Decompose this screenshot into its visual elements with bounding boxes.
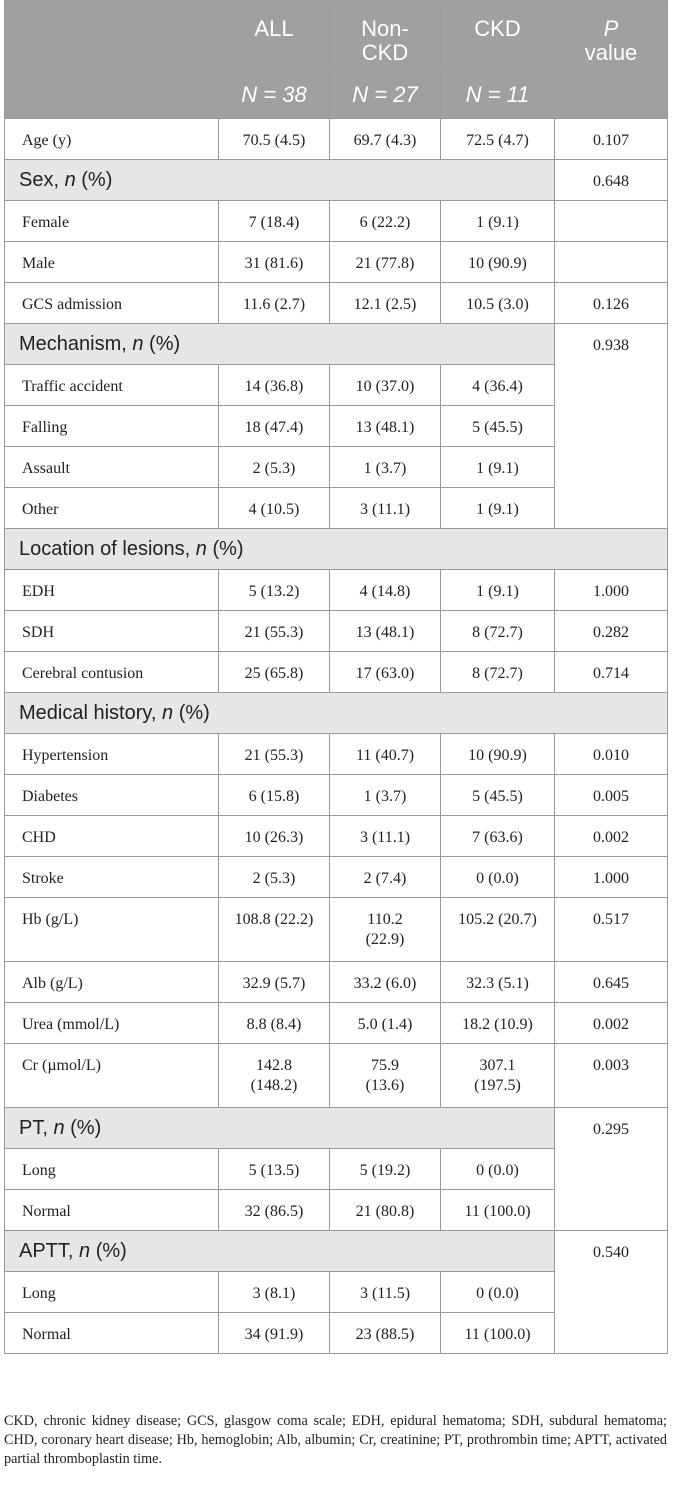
cell-ckd: 307.1 (197.5) [441, 1044, 555, 1108]
table-row [5, 119, 668, 160]
row-label: Other [5, 488, 219, 529]
section-title: Medical history, n (%) [5, 693, 668, 734]
section-title: APTT, n (%) [5, 1231, 555, 1272]
section-row [5, 693, 668, 734]
cell-p-value: 1.000 [555, 570, 668, 611]
cell-p-value: 1.000 [555, 857, 668, 898]
header-all: ALL [219, 1, 330, 71]
cell-ckd: 1 (9.1) [441, 201, 555, 242]
table-row [5, 570, 668, 611]
cell-all: 14 (36.8) [219, 365, 330, 406]
cell-ckd: 0 (0.0) [441, 857, 555, 898]
cell-non-ckd: 6 (22.2) [330, 201, 441, 242]
row-label: Long [5, 1272, 219, 1313]
table-row [5, 652, 668, 693]
cell-non-ckd: 13 (48.1) [330, 406, 441, 447]
row-label: Traffic accident [5, 365, 219, 406]
header-row [5, 1, 668, 71]
cell-all: 6 (15.8) [219, 775, 330, 816]
cell-non-ckd: 17 (63.0) [330, 652, 441, 693]
cell-ckd: 10 (90.9) [441, 242, 555, 283]
cell-ckd: 105.2 (20.7) [441, 898, 555, 962]
section-row [5, 160, 668, 201]
cell-p-value: 0.107 [555, 119, 668, 160]
cell-ckd: 11 (100.0) [441, 1313, 555, 1354]
table-row [5, 611, 668, 652]
cell-all: 32 (86.5) [219, 1190, 330, 1231]
cell-p-value: 0.010 [555, 734, 668, 775]
section-row [5, 324, 668, 365]
table-row [5, 734, 668, 775]
header-ckd: CKD [441, 1, 555, 71]
cell-ckd: 18.2 (10.9) [441, 1003, 555, 1044]
cell-non-ckd: 75.9 (13.6) [330, 1044, 441, 1108]
table-row [5, 242, 668, 283]
cell-p-value: 0.714 [555, 652, 668, 693]
section-row [5, 529, 668, 570]
cell-all: 7 (18.4) [219, 201, 330, 242]
row-label: Diabetes [5, 775, 219, 816]
table-row [5, 283, 668, 324]
cell-non-ckd: 5.0 (1.4) [330, 1003, 441, 1044]
cell-all: 11.6 (2.7) [219, 283, 330, 324]
cell-ckd: 32.3 (5.1) [441, 962, 555, 1003]
cell-non-ckd: 12.1 (2.5) [330, 283, 441, 324]
section-title: Sex, n (%) [5, 160, 555, 201]
cell-all: 21 (55.3) [219, 611, 330, 652]
cell-ckd: 4 (36.4) [441, 365, 555, 406]
cell-ckd: 0 (0.0) [441, 1149, 555, 1190]
cell-all: 31 (81.6) [219, 242, 330, 283]
cell-all: 4 (10.5) [219, 488, 330, 529]
cell-ckd: 1 (9.1) [441, 447, 555, 488]
row-label: Normal [5, 1313, 219, 1354]
header-n-non-ckd: N = 27 [330, 71, 441, 119]
cell-p-value: 0.005 [555, 775, 668, 816]
table-row [5, 962, 668, 1003]
section-title: Mechanism, n (%) [5, 324, 555, 365]
cell-p-value: 0.003 [555, 1044, 668, 1108]
section-title: PT, n (%) [5, 1108, 555, 1149]
row-label: Long [5, 1149, 219, 1190]
header-blank-cell [5, 1, 219, 119]
cell-p-value: 0.540 [555, 1231, 668, 1354]
cell-p-value: 0.645 [555, 962, 668, 1003]
cell-ckd: 0 (0.0) [441, 1272, 555, 1313]
cell-non-ckd: 10 (37.0) [330, 365, 441, 406]
cell-non-ckd: 1 (3.7) [330, 775, 441, 816]
cell-all: 32.9 (5.7) [219, 962, 330, 1003]
cell-all: 5 (13.5) [219, 1149, 330, 1190]
cell-p-value: 0.002 [555, 816, 668, 857]
cell-non-ckd: 2 (7.4) [330, 857, 441, 898]
data-table [4, 0, 668, 1354]
row-label: Normal [5, 1190, 219, 1231]
cell-all: 2 (5.3) [219, 447, 330, 488]
row-label: Hypertension [5, 734, 219, 775]
row-label: Falling [5, 406, 219, 447]
table-row [5, 898, 668, 962]
cell-non-ckd: 13 (48.1) [330, 611, 441, 652]
header-non-ckd: Non- CKD [330, 1, 441, 71]
table-row [5, 857, 668, 898]
section-title: Location of lesions, n (%) [5, 529, 668, 570]
cell-all: 5 (13.2) [219, 570, 330, 611]
cell-non-ckd: 11 (40.7) [330, 734, 441, 775]
cell-all: 2 (5.3) [219, 857, 330, 898]
table-footnote: CKD, chronic kidney disease; GCS, glasgow coma scale; EDH, epidural hematoma; SDH, subdural hematoma; CHD, coronary heart disease; Hb, hemoglobin; Alb, albumin; Cr, creatinine; PT, prothrombin time; APTT, activated partial thromboplastin time. [4, 1413, 667, 1467]
cell-ckd: 10.5 (3.0) [441, 283, 555, 324]
cell-non-ckd: 23 (88.5) [330, 1313, 441, 1354]
cell-all: 34 (91.9) [219, 1313, 330, 1354]
cell-ckd: 1 (9.1) [441, 488, 555, 529]
section-row [5, 1108, 668, 1149]
cell-ckd: 1 (9.1) [441, 570, 555, 611]
cell-ckd: 72.5 (4.7) [441, 119, 555, 160]
cell-p-value: 0.938 [555, 324, 668, 529]
cell-ckd: 7 (63.6) [441, 816, 555, 857]
cell-p-value: 0.002 [555, 1003, 668, 1044]
row-label: Assault [5, 447, 219, 488]
row-label: Alb (g/L) [5, 962, 219, 1003]
cell-all: 70.5 (4.5) [219, 119, 330, 160]
cell-ckd: 8 (72.7) [441, 652, 555, 693]
cell-all: 21 (55.3) [219, 734, 330, 775]
table-row [5, 1003, 668, 1044]
row-label: Stroke [5, 857, 219, 898]
row-label: Male [5, 242, 219, 283]
cell-all: 3 (8.1) [219, 1272, 330, 1313]
table-row [5, 201, 668, 242]
cell-non-ckd: 3 (11.1) [330, 488, 441, 529]
cell-all: 142.8 (148.2) [219, 1044, 330, 1108]
row-label: GCS admission [5, 283, 219, 324]
table-row [5, 816, 668, 857]
cell-p-value: 0.126 [555, 283, 668, 324]
row-label: Cr (µmol/L) [5, 1044, 219, 1108]
cell-non-ckd: 69.7 (4.3) [330, 119, 441, 160]
cell-ckd: 8 (72.7) [441, 611, 555, 652]
cell-all: 10 (26.3) [219, 816, 330, 857]
cell-p-value: 0.648 [555, 160, 668, 201]
cell-p-value [555, 242, 668, 283]
row-label: Age (y) [5, 119, 219, 160]
cell-all: 108.8 (22.2) [219, 898, 330, 962]
cell-all: 18 (47.4) [219, 406, 330, 447]
cell-non-ckd: 33.2 (6.0) [330, 962, 441, 1003]
section-row [5, 1231, 668, 1272]
cell-non-ckd: 3 (11.1) [330, 816, 441, 857]
row-label: EDH [5, 570, 219, 611]
cell-non-ckd: 1 (3.7) [330, 447, 441, 488]
cell-ckd: 11 (100.0) [441, 1190, 555, 1231]
cell-all: 8.8 (8.4) [219, 1003, 330, 1044]
cell-p-value [555, 201, 668, 242]
header-p-value: P value [555, 1, 668, 119]
cell-non-ckd: 5 (19.2) [330, 1149, 441, 1190]
cell-non-ckd: 4 (14.8) [330, 570, 441, 611]
cell-non-ckd: 110.2 (22.9) [330, 898, 441, 962]
header-n-ckd: N = 11 [441, 71, 555, 119]
row-label: Cerebral contusion [5, 652, 219, 693]
cell-non-ckd: 21 (77.8) [330, 242, 441, 283]
cell-all: 25 (65.8) [219, 652, 330, 693]
row-label: Hb (g/L) [5, 898, 219, 962]
cell-ckd: 10 (90.9) [441, 734, 555, 775]
cell-p-value: 0.282 [555, 611, 668, 652]
row-label: Urea (mmol/L) [5, 1003, 219, 1044]
row-label: Female [5, 201, 219, 242]
cell-non-ckd: 3 (11.5) [330, 1272, 441, 1313]
cell-p-value: 0.517 [555, 898, 668, 962]
cell-non-ckd: 21 (80.8) [330, 1190, 441, 1231]
cell-ckd: 5 (45.5) [441, 406, 555, 447]
cell-p-value: 0.295 [555, 1108, 668, 1231]
row-label: SDH [5, 611, 219, 652]
table-row [5, 775, 668, 816]
table-row [5, 1044, 668, 1108]
row-label: CHD [5, 816, 219, 857]
header-n-all: N = 38 [219, 71, 330, 119]
cell-ckd: 5 (45.5) [441, 775, 555, 816]
